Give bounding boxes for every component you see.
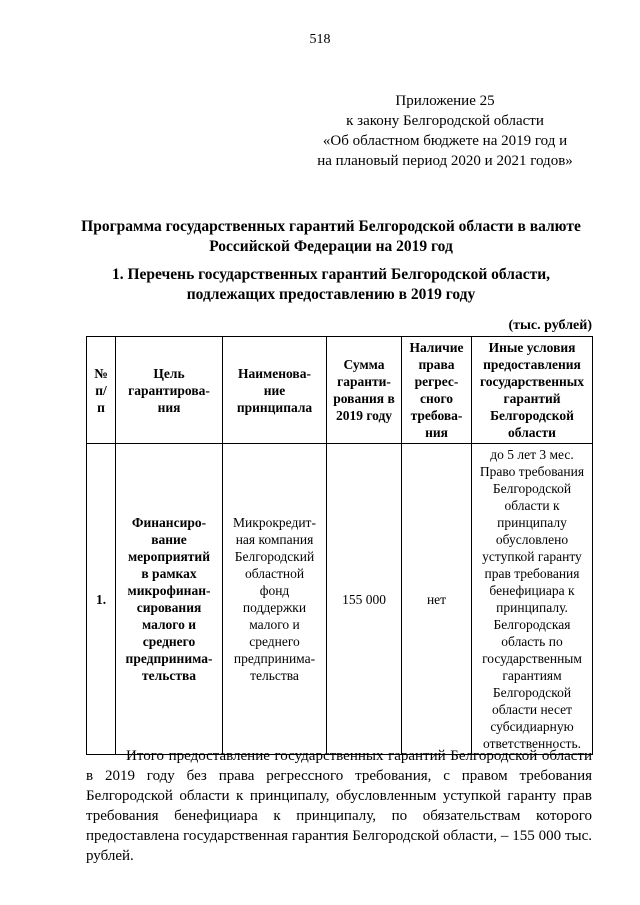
appendix-line: «Об областном бюджете на 2019 год и [322, 133, 568, 149]
appendix-line: к закону Белгородской области [346, 113, 544, 129]
header-number: № п/ п [87, 337, 116, 444]
header-terms: Иные условия предоставления государственных гарантий Белгородской области [472, 337, 593, 444]
cell-terms [472, 444, 593, 755]
header-purpose: Цель гарантирова- ния [116, 337, 223, 444]
summary-paragraph: Итого предоставление государственных гарантий Белгородской области в 2019 году без права регрессного требования, с правом требования Белгородской области к принципалу, обусловленным уступкой гаранту прав требования бенефициара к принципалу, по обязательствам которого предоставлена государственная гарантия Белгородской области, – 155 000 тыс. рублей. [86, 748, 592, 864]
page-number: 518 [309, 32, 331, 47]
header-recourse: Наличие права регрес- сного требова- ния [402, 337, 472, 444]
terms-period: до 5 лет 3 мес. [490, 447, 574, 462]
cell-amount: 155 000 [327, 444, 402, 755]
document-title: Программа государственных гарантий Белгородской области в валюте Российской Федерации на 2019 год [81, 218, 581, 255]
units-label: (тыс. рублей) [508, 318, 592, 333]
cell-purpose: Финансиро- вание мероприятий в рамках микрофинан- сирования малого и среднего предпринима- тельства [116, 444, 223, 755]
cell-recourse: нет [402, 444, 472, 755]
terms-text: Право требования Белгородской области к принципалу обусловлено уступкой гаранту прав требования бенефициара к принципалу. Белгородская область по государственным гарантиям Белгородской области несет субсидиарную ответственность. [479, 464, 585, 751]
table-header-row [87, 337, 593, 444]
guarantees-table [86, 336, 593, 755]
header-amount: Сумма гаранти- рования в 2019 году [327, 337, 402, 444]
appendix-line: на плановый период 2020 и 2021 годов» [317, 153, 573, 169]
appendix-line: Приложение 25 [395, 93, 495, 109]
header-principal: Наименова- ние принципала [223, 337, 327, 444]
table-row [87, 444, 593, 755]
cell-number: 1. [87, 444, 116, 755]
cell-principal: Микрокредит- ная компания Белгородский областной фонд поддержки малого и среднего предпринима- тельства [223, 444, 327, 755]
section-title: 1. Перечень государственных гарантий Белгородской области, подлежащих предоставлению в 2019 году [111, 266, 551, 303]
appendix-block [300, 91, 590, 171]
